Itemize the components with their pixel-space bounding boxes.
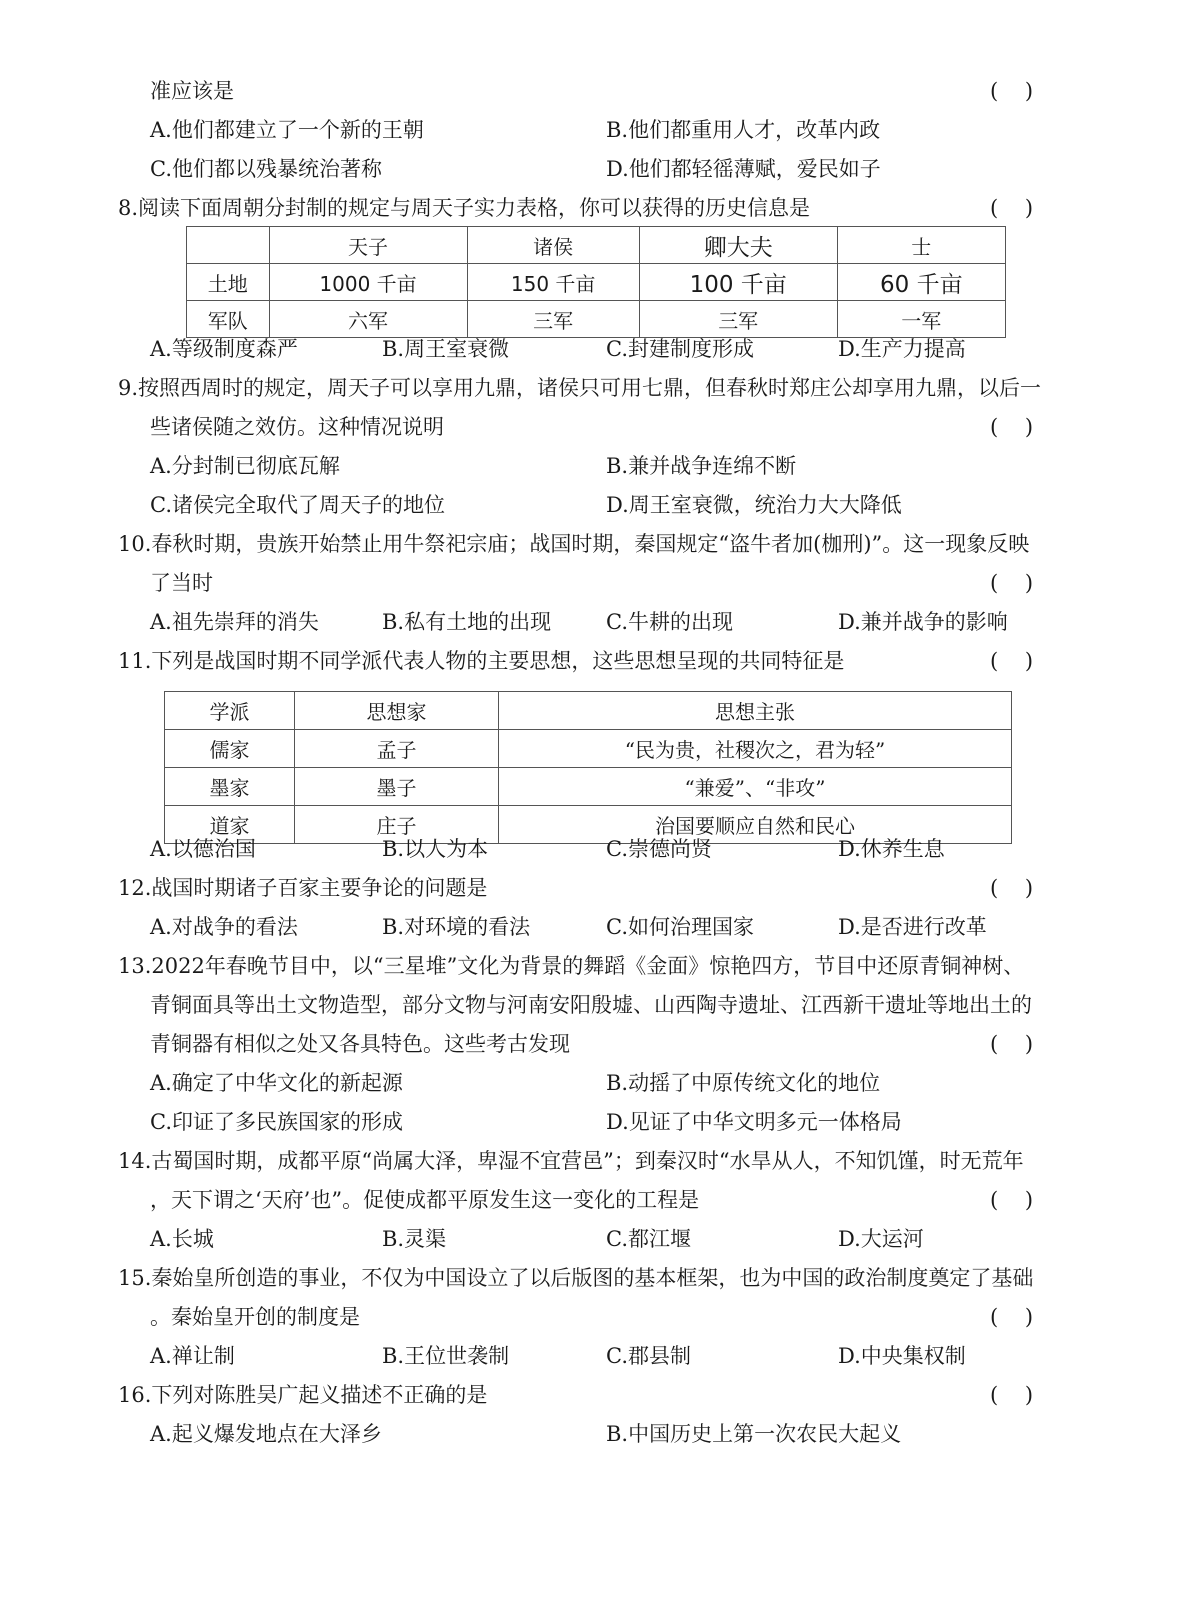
- table-cell: 60 千亩: [837, 264, 1005, 301]
- table-header-row: [165, 692, 1012, 730]
- table-cell: 三军: [639, 301, 837, 338]
- q14-stem-line2: ，天下谓之‘天府’也”。促使成都平原发生这一变化的工程是: [150, 1188, 700, 1212]
- q15-option-c: C.郡县制: [606, 1344, 691, 1368]
- q12-stem: 12.战国时期诸子百家主要争论的问题是: [118, 876, 488, 900]
- table-cell: 100 千亩: [639, 264, 837, 301]
- q9-answer-bracket: ( ): [990, 415, 1034, 439]
- q16-answer-bracket: ( ): [990, 1383, 1034, 1407]
- q13-option-c: C.印证了多民族国家的形成: [150, 1110, 403, 1134]
- table-cell: 天子: [269, 227, 467, 264]
- q14-answer-bracket: ( ): [990, 1188, 1034, 1212]
- q11-option-c: C.崇德尚贤: [606, 837, 712, 861]
- table-cell: “民为贵，社稷次之，君为轻”: [499, 730, 1012, 768]
- table-cell: 军队: [187, 301, 270, 338]
- q7-option-c: C.他们都以残暴统治著称: [150, 157, 382, 181]
- q12-option-c: C.如何治理国家: [606, 915, 754, 939]
- q15-option-a: A.禅让制: [150, 1344, 235, 1368]
- table-cell: 士: [837, 227, 1005, 264]
- q13-option-d: D.见证了中华文明多元一体格局: [606, 1110, 902, 1134]
- q11-option-a: A.以德治国: [150, 837, 256, 861]
- q12-option-b: B.对环境的看法: [382, 915, 531, 939]
- table-cell: 孟子: [295, 730, 499, 768]
- q7-option-b: B.他们都重用人才，改革内政: [606, 118, 881, 142]
- table-cell: 一军: [837, 301, 1005, 338]
- table-cell: 思想家: [295, 692, 499, 730]
- q7-answer-bracket: ( ): [990, 79, 1034, 103]
- q13-stem-line3: 青铜器有相似之处又各具特色。这些考古发现: [150, 1032, 570, 1056]
- schools-of-thought-table: [164, 691, 1012, 844]
- q12-option-a: A.对战争的看法: [150, 915, 298, 939]
- q13-option-b: B.动摇了中原传统文化的地位: [606, 1071, 881, 1095]
- table-cell: 土地: [187, 264, 270, 301]
- q10-option-d: D.兼并战争的影响: [838, 610, 1008, 634]
- q8-stem: 8.阅读下面周朝分封制的规定与周天子实力表格，你可以获得的历史信息是: [118, 196, 811, 220]
- q7-option-a: A.他们都建立了一个新的王朝: [150, 118, 424, 142]
- q7-stem-continuation: 准应该是: [150, 79, 234, 103]
- q8-option-d: D.生产力提高: [838, 337, 966, 361]
- q14-option-b: B.灵渠: [382, 1227, 447, 1251]
- table-row: [187, 301, 1006, 338]
- table-cell: 墨子: [295, 768, 499, 806]
- table-cell: 思想主张: [499, 692, 1012, 730]
- q12-answer-bracket: ( ): [990, 876, 1034, 900]
- table-row: [165, 730, 1012, 768]
- q13-stem-line2: 青铜面具等出土文物造型，部分文物与河南安阳殷墟、山西陶寺遗址、江西新干遗址等地出土的: [150, 993, 1032, 1017]
- q11-option-b: B.以人为本: [382, 837, 489, 861]
- table-header-row: [187, 227, 1006, 264]
- q8-option-c: C.封建制度形成: [606, 337, 754, 361]
- q10-stem: 10.春秋时期，贵族开始禁止用牛祭祀宗庙；战国时期，秦国规定“盗牛者加(枷刑)”。这一现象反映: [118, 532, 1030, 556]
- q10-option-a: A.祖先崇拜的消失: [150, 610, 319, 634]
- q9-option-c: C.诸侯完全取代了周天子的地位: [150, 493, 445, 517]
- q9-option-a: A.分封制已彻底瓦解: [150, 454, 340, 478]
- q16-option-a: A.起义爆发地点在大泽乡: [150, 1422, 382, 1446]
- q11-answer-bracket: ( ): [990, 649, 1034, 673]
- q13-answer-bracket: ( ): [990, 1032, 1034, 1056]
- table-cell: 学派: [165, 692, 295, 730]
- q11-stem: 11.下列是战国时期不同学派代表人物的主要思想，这些思想呈现的共同特征是: [118, 649, 845, 673]
- table-cell: 卿大夫: [639, 227, 837, 264]
- q9-option-b: B.兼并战争连绵不断: [606, 454, 797, 478]
- q9-option-d: D.周王室衰微，统治力大大降低: [606, 493, 902, 517]
- q12-option-d: D.是否进行改革: [838, 915, 987, 939]
- table-cell: 诸侯: [467, 227, 639, 264]
- q9-stem: 9.按照西周时的规定，周天子可以享用九鼎，诸侯只可用七鼎，但春秋时郑庄公却享用九鼎，以后一: [118, 376, 1042, 400]
- q13-option-a: A.确定了中华文化的新起源: [150, 1071, 403, 1095]
- q16-option-b: B.中国历史上第一次农民大起义: [606, 1422, 902, 1446]
- q16-stem: 16.下列对陈胜吴广起义描述不正确的是: [118, 1383, 488, 1407]
- q15-answer-bracket: ( ): [990, 1305, 1034, 1329]
- q15-stem-line2: 。秦始皇开创的制度是: [150, 1305, 360, 1329]
- q14-option-c: C.都江堰: [606, 1227, 691, 1251]
- q10-stem-line2: 了当时: [150, 571, 213, 595]
- table-cell: 庄子: [295, 806, 499, 844]
- q8-answer-bracket: ( ): [990, 196, 1034, 220]
- q15-option-d: D.中央集权制: [838, 1344, 966, 1368]
- q8-option-b: B.周王室衰微: [382, 337, 510, 361]
- table-cell: “兼爱”、“非攻”: [499, 768, 1012, 806]
- q8-option-a: A.等级制度森严: [150, 337, 298, 361]
- table-cell: 1000 千亩: [269, 264, 467, 301]
- q10-option-b: B.私有土地的出现: [382, 610, 552, 634]
- q14-option-d: D.大运河: [838, 1227, 924, 1251]
- table-cell: 150 千亩: [467, 264, 639, 301]
- table-cell: [187, 227, 270, 264]
- q10-answer-bracket: ( ): [990, 571, 1034, 595]
- q9-stem-line2: 些诸侯随之效仿。这种情况说明: [150, 415, 444, 439]
- q14-stem: 14.古蜀国时期，成都平原“尚属大泽，卑湿不宜营邑”；到秦汉时“水旱从人，不知饥馑，时无荒年: [118, 1149, 1024, 1173]
- table-row: [187, 264, 1006, 301]
- table-cell: 墨家: [165, 768, 295, 806]
- table-cell: 三军: [467, 301, 639, 338]
- q15-option-b: B.王位世袭制: [382, 1344, 510, 1368]
- table-cell: 治国要顺应自然和民心: [499, 806, 1012, 844]
- q13-stem: 13.2022年春晚节目中，以“三星堆”文化为背景的舞蹈《金面》惊艳四方，节目中还原青铜神树、: [118, 954, 1025, 978]
- table-row: [165, 768, 1012, 806]
- q15-stem: 15.秦始皇所创造的事业，不仅为中国设立了以后版图的基本框架，也为中国的政治制度奠定了基础: [118, 1266, 1034, 1290]
- zhou-fief-table: [186, 226, 1006, 338]
- table-cell: 六军: [269, 301, 467, 338]
- q7-option-d: D.他们都轻徭薄赋，爱民如子: [606, 157, 881, 181]
- table-cell: 道家: [165, 806, 295, 844]
- q14-option-a: A.长城: [150, 1227, 214, 1251]
- q10-option-c: C.牛耕的出现: [606, 610, 733, 634]
- table-cell: 儒家: [165, 730, 295, 768]
- q11-option-d: D.休养生息: [838, 837, 945, 861]
